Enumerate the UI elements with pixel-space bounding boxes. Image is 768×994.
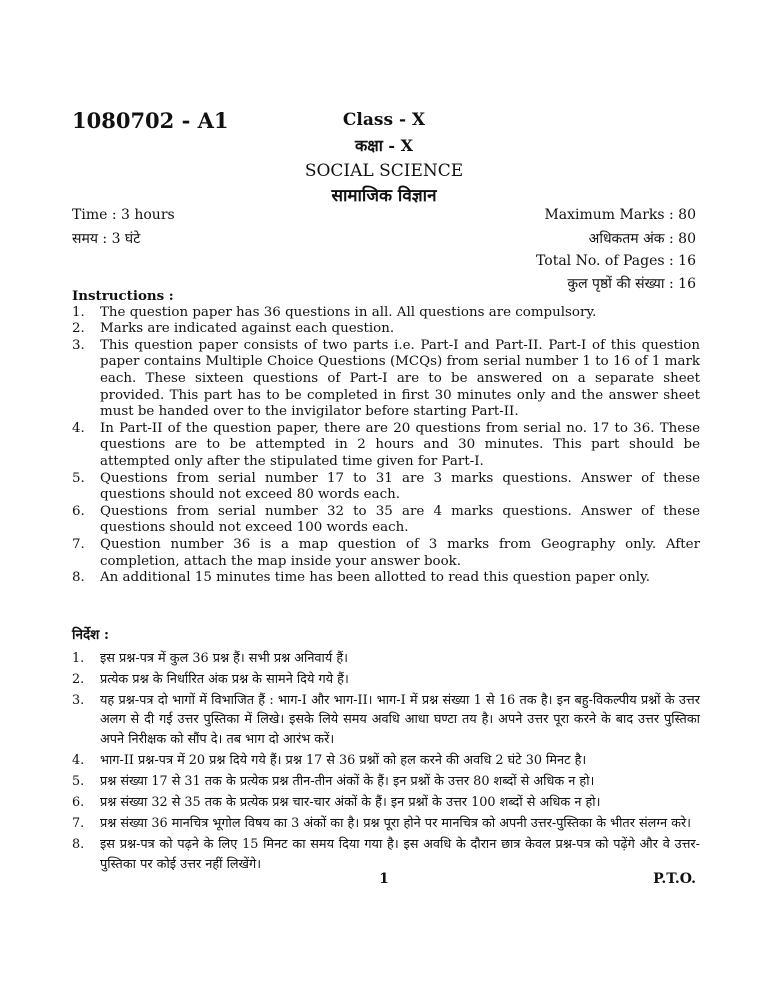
- instructions-english: [72, 288, 700, 587]
- instruction-item: [72, 670, 700, 690]
- time-english: Time : 3 hours: [72, 207, 175, 223]
- instruction-number: 4.: [72, 420, 85, 436]
- instruction-item: [72, 338, 700, 421]
- instruction-text: This question paper consists of two parts i.e. Part-I and Part-II. Part-I of this question paper contains Multiple Choice Questions (MCQs) from serial number 1 to 16 of 1 mark each. These sixteen questions of Part-I are to be answered on a separate sheet provided. This part has to be completed in first 30 minutes only and the answer sheet must be handed over to the invigilator before starting Part-II.: [100, 337, 700, 420]
- instruction-number: 1.: [72, 304, 85, 320]
- instruction-number: 3.: [72, 692, 85, 708]
- instruction-number: 7.: [72, 536, 85, 552]
- instruction-text: प्रश्न संख्या 17 से 31 तक के प्रत्येक प्रश्न तीन-तीन अंकों के हैं। इन प्रश्नों के उत्तर 80 शब्दों से अधिक न हो।: [100, 774, 595, 790]
- instruction-text: भाग-II प्रश्न-पत्र में 20 प्रश्न दिये गये हैं। प्रश्न 17 से 36 प्रश्नों को हल करने की अवधि 2 घंटे 30 मिनट है।: [100, 753, 587, 769]
- instructions-english-list: [72, 305, 700, 587]
- total-pages-hindi: कुल पृष्ठों की संख्या : 16: [567, 276, 696, 292]
- instruction-number: 7.: [72, 816, 85, 832]
- subject-english: SOCIAL SCIENCE: [304, 161, 464, 181]
- instruction-item: [72, 504, 700, 537]
- instruction-item: [72, 321, 700, 338]
- instruction-text: In Part-II of the question paper, there are 20 questions from serial no. 17 to 36. These questions are to be attempted in 2 hours and 30 minutes. This part should be attempted only after the stipulated time given for Part-I.: [100, 420, 700, 469]
- instruction-text: यह प्रश्न-पत्र दो भागों में विभाजित हैं : भाग-I और भाग-II। भाग-I में प्रश्न संख्या 1 से 16 तक है। इन बहु-विकल्पीय प्रश्नों के उत्तर अलग से दी गई उत्तर पुस्तिका में लिखे। इसके लिये समय अवधि आधा घण्टा तय है। अपने उत्तर पूरा करने के बाद उत्तर पुस्तिका अपने निरीक्षक को सौंप दे। तब भाग दो आरंभ करें।: [100, 692, 700, 747]
- paper-code: 1080702 - A1: [72, 108, 229, 133]
- max-marks-hindi: अधिकतम अंक : 80: [588, 231, 696, 247]
- instructions-hindi-list: [72, 649, 700, 875]
- instruction-item: [72, 421, 700, 471]
- instruction-number: 8.: [72, 837, 85, 853]
- instruction-item: [72, 772, 700, 792]
- instruction-text: इस प्रश्न-पत्र को पढ़ने के लिए 15 मिनट का समय दिया गया है। इस अवधि के दौरान छात्र केवल प्रश्न-पत्र को पढ़ेंगे और वे उत्तर-पुस्तिका पर कोई उत्तर नहीं लिखेंगे।: [100, 837, 700, 873]
- instruction-item: [72, 649, 700, 669]
- instruction-number: 6.: [72, 503, 85, 519]
- instruction-item: [72, 305, 700, 322]
- class-hindi: कक्षा - X: [354, 136, 414, 155]
- pto-label: P.T.O.: [653, 871, 696, 887]
- instruction-item: [72, 835, 700, 874]
- instruction-number: 4.: [72, 753, 85, 769]
- instruction-item: [72, 751, 700, 771]
- instructions-title: Instructions :: [72, 288, 174, 304]
- instruction-item: [72, 570, 700, 587]
- instruction-text: Question number 36 is a map question of 3 marks from Geography only. After completion, attach the map inside your answer book.: [100, 536, 700, 569]
- instruction-number: 6.: [72, 795, 85, 811]
- instructions-hindi-title: निर्देश :: [72, 627, 110, 643]
- instruction-item: [72, 537, 700, 570]
- instruction-number: 2.: [72, 321, 85, 337]
- instruction-text: प्रश्न संख्या 36 मानचित्र भूगोल विषय का 3 अंकों का है। प्रश्न पूरा होने पर मानचित्र को अपनी उत्तर-पुस्तिका के भीतर संलग्न करे।: [100, 816, 692, 832]
- subject-hindi: सामाजिक विज्ञान: [331, 186, 437, 206]
- instruction-text: Marks are indicated against each question.: [100, 321, 395, 337]
- instruction-text: The question paper has 36 questions in all. All questions are compulsory.: [100, 304, 597, 320]
- instruction-text: इस प्रश्न-पत्र में कुल 36 प्रश्न हैं। सभी प्रश्न अनिवार्य हैं।: [100, 650, 348, 666]
- instruction-number: 5.: [72, 774, 85, 790]
- instruction-item: [72, 814, 700, 834]
- max-marks-english: Maximum Marks : 80: [544, 207, 696, 223]
- instruction-number: 2.: [72, 671, 85, 687]
- total-pages-english: Total No. of Pages : 16: [536, 253, 696, 269]
- instruction-text: An additional 15 minutes time has been allotted to read this question paper only.: [100, 570, 651, 586]
- class-english: Class - X: [342, 110, 426, 130]
- instruction-number: 5.: [72, 470, 85, 486]
- instruction-item: [72, 471, 700, 504]
- instructions-hindi: [72, 626, 700, 876]
- instruction-text: प्रत्येक प्रश्न के निर्धारित अंक प्रश्न के सामने दिये गये हैं।: [100, 671, 349, 687]
- instruction-text: Questions from serial number 17 to 31 are 3 marks questions. Answer of these questions should not exceed 80 words each.: [100, 470, 700, 503]
- instruction-number: 1.: [72, 650, 85, 666]
- instruction-item: [72, 793, 700, 813]
- instruction-text: प्रश्न संख्या 32 से 35 तक के प्रत्येक प्रश्न चार-चार अंकों के हैं। इन प्रश्नों के उत्तर 100 शब्दों से अधिक न हो।: [100, 795, 601, 811]
- instruction-number: 3.: [72, 337, 85, 353]
- instruction-item: [72, 691, 700, 750]
- time-hindi: समय : 3 घंटे: [72, 231, 141, 247]
- instruction-number: 8.: [72, 570, 85, 586]
- page-number: 1: [379, 871, 389, 887]
- instruction-text: Questions from serial number 32 to 35 are 4 marks questions. Answer of these questions should not exceed 100 words each.: [100, 503, 700, 536]
